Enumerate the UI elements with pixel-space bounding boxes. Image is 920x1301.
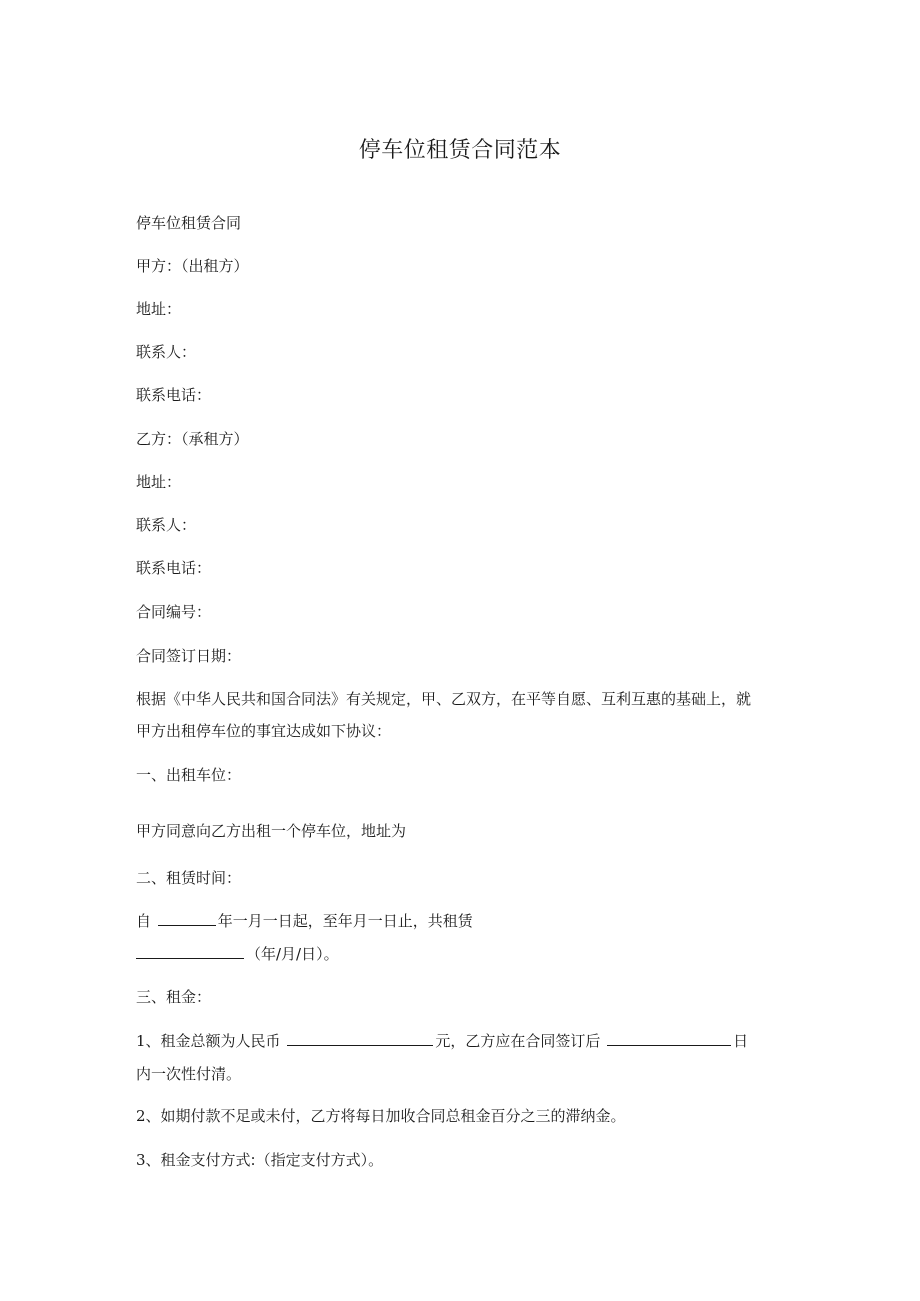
party-a-address: 地址： xyxy=(136,300,182,318)
rent-total-label: 、租金总额为人民币 xyxy=(145,1032,281,1050)
rent-item-2 xyxy=(136,1106,626,1126)
start-suffix: 年一月一日起，至年月一日止，共租赁 xyxy=(217,912,473,930)
party-a-phone: 联系电话： xyxy=(136,386,212,404)
contract-number: 合同编号： xyxy=(136,603,212,621)
rent-item-3-number: 3 xyxy=(136,1151,146,1169)
party-b-address: 地址： xyxy=(136,473,182,491)
party-a-contact: 联系人： xyxy=(136,343,197,361)
contract-sign-date: 合同签订日期： xyxy=(136,647,242,665)
section-1-heading: 一、出租车位： xyxy=(136,766,242,784)
section-3-heading: 三、租金： xyxy=(136,988,212,1006)
intro-line-2: 甲方出租停车位的事宜达成如下协议： xyxy=(136,722,392,740)
section-2-line-2 xyxy=(136,944,339,964)
rent-item-1-line-2: 内一次性付清。 xyxy=(136,1065,242,1083)
rent-item-2-number: 2 xyxy=(136,1107,146,1125)
section-2-heading: 二、租赁时间： xyxy=(136,869,242,887)
section-2-line-1 xyxy=(136,911,473,931)
rent-item-2-text: 、如期付款不足或未付，乙方将每日加收合同总租金百分之三的滞纳金。 xyxy=(145,1107,626,1125)
start-prefix: 自 xyxy=(136,912,152,930)
party-b-phone: 联系电话： xyxy=(136,559,212,577)
party-a-label: 甲方：（出租方） xyxy=(136,257,249,275)
rent-amount-unit: 元，乙方应在合同签订后 xyxy=(435,1032,601,1050)
rent-amount-blank[interactable] xyxy=(287,1031,433,1046)
start-year-blank[interactable] xyxy=(158,911,216,926)
party-b-label: 乙方：（承租方） xyxy=(136,430,249,448)
payment-days-blank[interactable] xyxy=(607,1031,731,1046)
document-title: 停车位租赁合同范本 xyxy=(358,138,562,163)
rent-item-3 xyxy=(136,1150,383,1170)
intro-line-1: 根据《中华人民共和国合同法》有关规定，甲、乙双方，在平等自愿、互利互惠的基础上，就 xyxy=(136,690,752,708)
rent-item-1-number: 1 xyxy=(136,1032,146,1050)
rent-item-1 xyxy=(136,1031,748,1051)
party-b-contact: 联系人： xyxy=(136,516,197,534)
rent-item-3-text: 、租金支付方式:（指定支付方式）。 xyxy=(145,1151,384,1169)
contract-subtitle: 停车位租赁合同 xyxy=(136,214,242,232)
duration-blank[interactable] xyxy=(136,944,244,959)
duration-suffix: （年/月/日）。 xyxy=(246,945,339,963)
section-1-text: 甲方同意向乙方出租一个停车位，地址为 xyxy=(136,822,407,840)
payment-days-unit: 日 xyxy=(733,1032,749,1050)
